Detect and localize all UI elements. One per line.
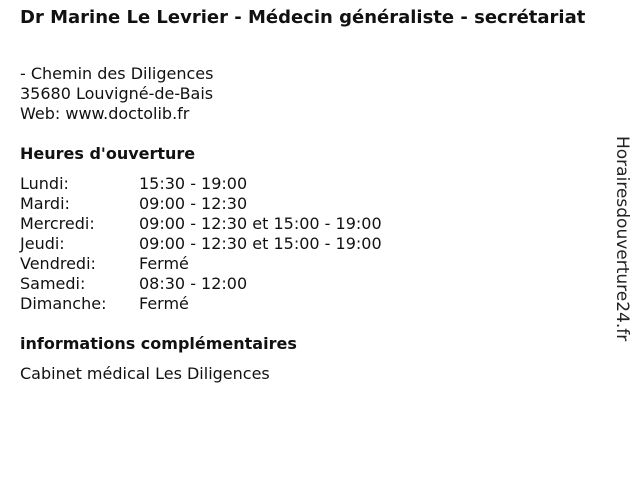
additional-info-heading: informations complémentaires — [20, 334, 297, 353]
opening-hours-heading: Heures d'ouverture — [20, 144, 196, 163]
day-hours: 15:30 - 19:00 — [139, 174, 248, 193]
day-label: Samedi: — [20, 274, 86, 293]
day-hours: 09:00 - 12:30 et 15:00 - 19:00 — [139, 214, 382, 233]
hours-row-wednesday — [20, 214, 382, 234]
day-label: Vendredi: — [20, 254, 96, 273]
site-watermark: Horairesdouverture24.fr — [612, 136, 632, 342]
hours-row-thursday — [20, 234, 382, 254]
hours-row-monday — [20, 174, 382, 194]
address-block — [20, 64, 213, 124]
day-label: Jeudi: — [20, 234, 65, 253]
hours-row-sunday — [20, 294, 382, 314]
additional-info-text: Cabinet médical Les Diligences — [20, 364, 270, 383]
day-hours: Fermé — [139, 254, 189, 273]
website-link[interactable]: Web: www.doctolib.fr — [20, 104, 190, 123]
day-hours: 09:00 - 12:30 et 15:00 - 19:00 — [139, 234, 382, 253]
day-label: Lundi: — [20, 174, 69, 193]
hours-row-tuesday — [20, 194, 382, 214]
day-hours: 08:30 - 12:00 — [139, 274, 248, 293]
address-city: 35680 Louvigné-de-Bais — [20, 84, 214, 103]
hours-row-friday — [20, 254, 382, 274]
address-street: - Chemin des Diligences — [20, 64, 214, 83]
day-hours: Fermé — [139, 294, 189, 313]
day-label: Mercredi: — [20, 214, 95, 233]
page-title: Dr Marine Le Levrier - Médecin généraliste - secrétariat — [20, 7, 586, 28]
day-label: Dimanche: — [20, 294, 107, 313]
day-hours: 09:00 - 12:30 — [139, 194, 248, 213]
hours-row-saturday — [20, 274, 382, 294]
day-label: Mardi: — [20, 194, 70, 213]
opening-hours-table — [20, 174, 382, 314]
